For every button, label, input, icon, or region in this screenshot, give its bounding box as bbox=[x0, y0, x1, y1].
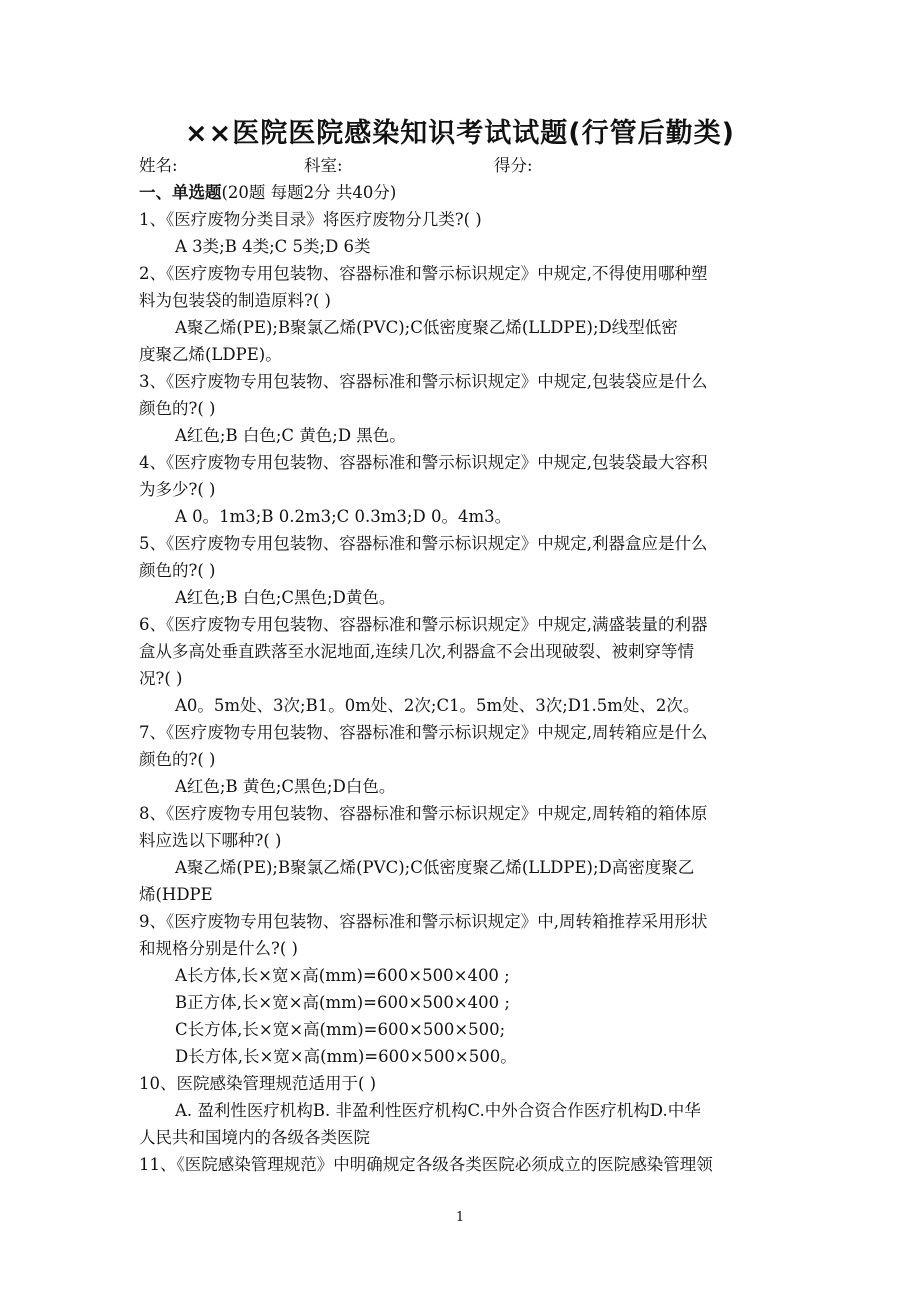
answer-options-line: A. 盈利性医疗机构B. 非盈利性医疗机构C.中外合资合作医疗机构D.中华 bbox=[175, 1101, 701, 1120]
answer-options-line: A红色;B 白色;C 黄色;D 黑色。 bbox=[175, 426, 406, 445]
section-heading bbox=[139, 179, 784, 206]
page-title: ××医院医院感染知识考试试题(行管后勤类) bbox=[185, 118, 735, 149]
question-text-line: 7、《医疗废物专用包装物、容器标准和警示标识规定》中规定,周转箱应是什么 bbox=[139, 723, 708, 742]
question-text-line: 人民共和国境内的各级各类医院 bbox=[139, 1128, 370, 1147]
section-note: (20题 每题2分 共40分) bbox=[221, 183, 397, 202]
answer-options-line: A红色;B 黄色;C黑色;D白色。 bbox=[175, 777, 396, 796]
question-list bbox=[139, 206, 784, 1178]
question-text-line: 料应选以下哪种?( ) bbox=[139, 831, 282, 850]
question-text-line: 况?( ) bbox=[139, 669, 183, 688]
question-text-line: 2、《医疗废物专用包装物、容器标准和警示标识规定》中规定,不得使用哪种塑 bbox=[139, 264, 708, 283]
question-text-line: 颜色的?( ) bbox=[139, 399, 216, 418]
question-text-line: 10、医院感染管理规范适用于( ) bbox=[139, 1074, 377, 1093]
question-text-line: 3、《医疗废物专用包装物、容器标准和警示标识规定》中规定,包装袋应是什么 bbox=[139, 372, 708, 391]
answer-options-line: A 0。1m3;B 0.2m3;C 0.3m3;D 0。4m3。 bbox=[175, 507, 512, 526]
question-text-line: 1、《医疗废物分类目录》将医疗废物分几类?( ) bbox=[139, 210, 482, 229]
name-label: 姓名: bbox=[139, 156, 178, 175]
answer-options-line: D长方体,长×宽×高(mm)=600×500×500。 bbox=[175, 1047, 517, 1066]
question-text-line: 和规格分别是什么?( ) bbox=[139, 939, 298, 958]
question-text-line: 9、《医疗废物专用包装物、容器标准和警示标识规定》中,周转箱推荐采用形状 bbox=[139, 912, 708, 931]
question-text-line: 11、《医院感染管理规范》中明确规定各级各类医院必须成立的医院感染管理领 bbox=[139, 1155, 713, 1174]
answer-options-line: A 3类;B 4类;C 5类;D 6类 bbox=[175, 237, 371, 256]
section-title: 一、单选题 bbox=[139, 183, 222, 202]
answer-options-line: A聚乙烯(PE);B聚氯乙烯(PVC);C低密度聚乙烯(LLDPE);D线型低密 bbox=[175, 318, 678, 337]
question-text-line: 颜色的?( ) bbox=[139, 750, 216, 769]
question-text-line: 烯(HDPE bbox=[139, 885, 213, 904]
score-label: 得分: bbox=[494, 156, 533, 175]
answer-options-line: A0。5m处、3次;B1。0m处、2次;C1。5m处、3次;D1.5m处、2次。 bbox=[175, 696, 700, 715]
question-text-line: 5、《医疗废物专用包装物、容器标准和警示标识规定》中规定,利器盒应是什么 bbox=[139, 534, 708, 553]
answer-options-line: A红色;B 白色;C黑色;D黄色。 bbox=[175, 588, 396, 607]
answer-options-line: C长方体,长×宽×高(mm)=600×500×500; bbox=[175, 1020, 506, 1039]
question-text-line: 度聚乙烯(LDPE)。 bbox=[139, 345, 282, 364]
exam-body bbox=[139, 152, 784, 1178]
answer-options-line: A长方体,长×宽×高(mm)=600×500×400 ; bbox=[175, 966, 510, 985]
question-text-line: 6、《医疗废物专用包装物、容器标准和警示标识规定》中规定,满盛装量的利器 bbox=[139, 615, 708, 634]
answer-options-line: B正方体,长×宽×高(mm)=600×500×400 ; bbox=[175, 993, 510, 1012]
info-row bbox=[139, 152, 784, 179]
page-number: 1 bbox=[455, 1210, 465, 1225]
dept-label: 科室: bbox=[304, 156, 343, 175]
question-text-line: 盒从多高处垂直跌落至水泥地面,连续几次,利器盒不会出现破裂、被刺穿等情 bbox=[139, 642, 694, 661]
question-text-line: 料为包装袋的制造原料?( ) bbox=[139, 291, 331, 310]
answer-options-line: A聚乙烯(PE);B聚氯乙烯(PVC);C低密度聚乙烯(LLDPE);D高密度聚乙 bbox=[175, 858, 695, 877]
question-text-line: 8、《医疗废物专用包装物、容器标准和警示标识规定》中规定,周转箱的箱体原 bbox=[139, 804, 708, 823]
question-text-line: 4、《医疗废物专用包装物、容器标准和警示标识规定》中规定,包装袋最大容积 bbox=[139, 453, 708, 472]
question-text-line: 颜色的?( ) bbox=[139, 561, 216, 580]
question-text-line: 为多少?( ) bbox=[139, 480, 216, 499]
